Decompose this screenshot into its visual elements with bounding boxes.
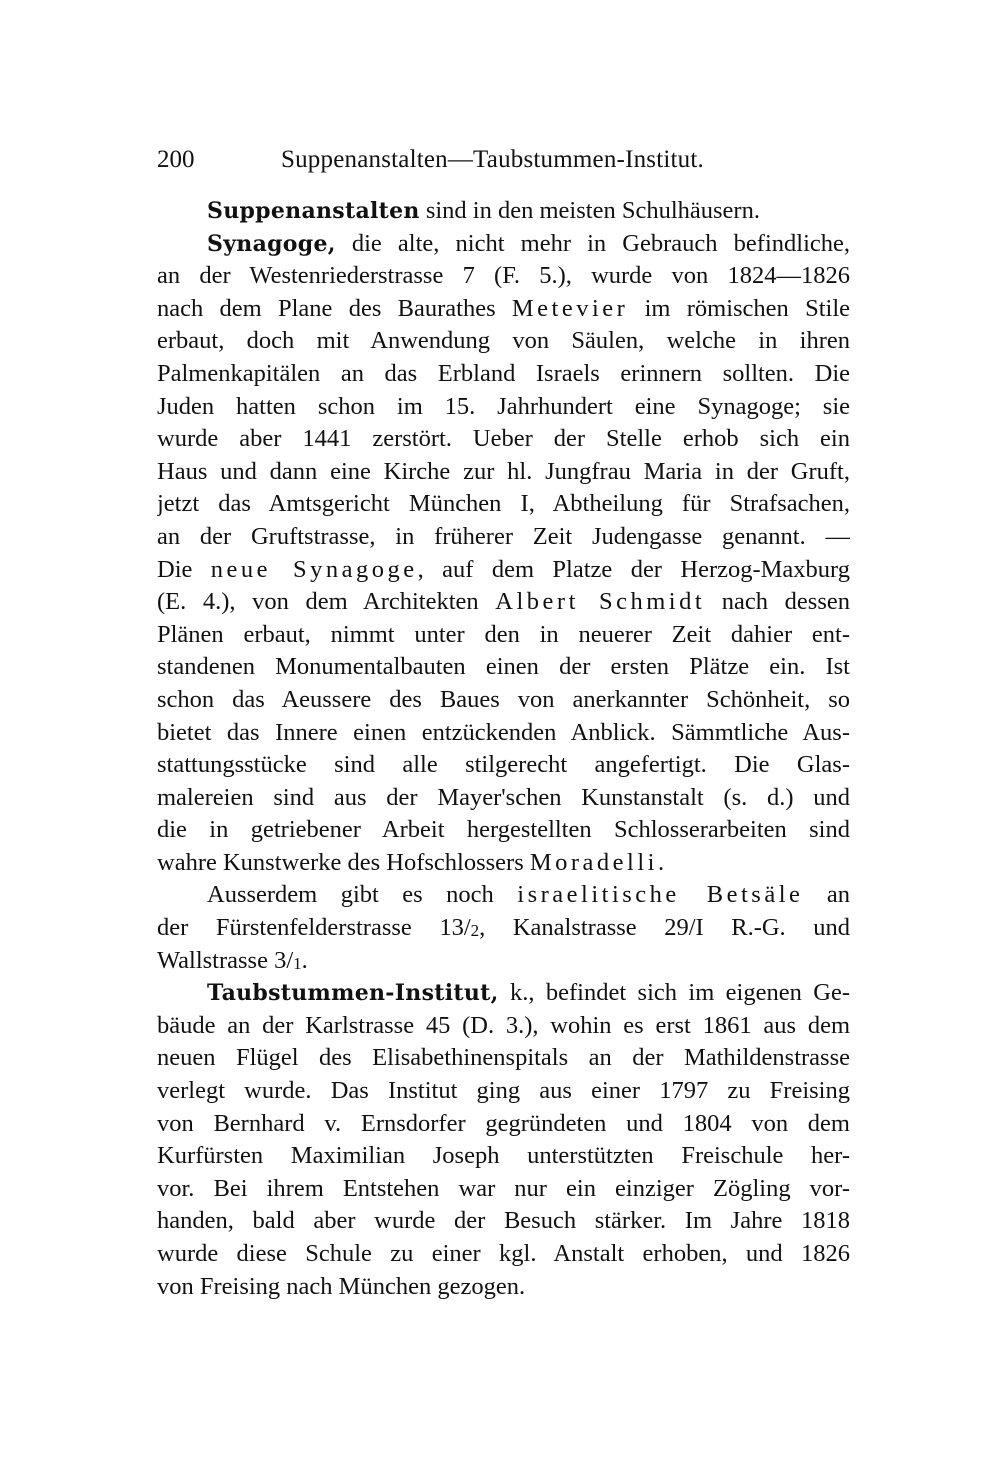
text-run: nach dem Plane des Baurathes [157, 294, 512, 322]
text-line: die in getriebener Arbeit hergestellten Schlosserarbeiten sind [157, 816, 850, 844]
text-line: an der Westenriederstrasse 7 (F. 5.), wurde von 1824—1826 [157, 262, 850, 290]
spaced-term: israelitische Betsäle [517, 881, 804, 909]
text-run: an [803, 881, 850, 909]
text-line: verlegt wurde. Das Institut ging aus einer 1797 zu Freising [157, 1077, 850, 1105]
entry-heading: Suppenanstalten [207, 198, 420, 224]
text-line: standenen Monumentalbauten einen der ersten Plätze ein. Ist [157, 653, 850, 681]
text-line [157, 879, 850, 912]
text-line [157, 293, 850, 326]
text-run: der Fürstenfelderstrasse 13/ [157, 914, 471, 942]
entry-heading: Synagoge, [207, 230, 336, 257]
text-line: Palmenkapitälen an das Erbland Israels erinnern sollten. Die [157, 359, 850, 387]
text-line: bietet das Innere einen entzückenden Anblick. Sämmtliche Aus- [157, 718, 850, 746]
fraction-denominator: 1 [293, 953, 302, 973]
text-line: handen, bald aber wurde der Besuch stärker. Im Jahre 1818 [157, 1207, 850, 1235]
text-line: wurde diese Schule zu einer kgl. Anstalt erhoben, und 1826 [157, 1240, 850, 1267]
text-line: neuen Flügel des Elisabethinenspitals an der Mathildenstrasse [157, 1044, 850, 1072]
text-line [157, 586, 850, 619]
text-run: . [301, 946, 308, 974]
text-line [157, 847, 850, 880]
text-line: an der Gruftstrasse, in früherer Zeit Judengasse genannt. — [157, 522, 850, 550]
running-header [157, 142, 857, 178]
text-line: stattungsstücke sind alle stilgerecht angefertigt. Die Glas- [157, 751, 850, 779]
text-run: nach dessen [705, 588, 850, 616]
entry-synagoge-line [157, 228, 850, 261]
text-line [157, 554, 850, 587]
running-title: Suppenanstalten—Taubstummen-Institut. [281, 146, 704, 173]
text-run: sind in den meisten Schulhäusern. [419, 197, 760, 224]
text-line [157, 945, 850, 978]
text-line: bäude an der Karlstrasse 45 (D. 3.), wohin es erst 1861 aus dem [157, 1011, 850, 1039]
text-line [157, 912, 850, 945]
entry-taubstummen-line [157, 977, 850, 1010]
person-name: Albert Schmidt [495, 588, 706, 616]
text-run: k., befindet sich im eigenen Ge- [498, 979, 850, 1007]
text-run: im römischen Stile [628, 294, 850, 322]
fraction-denominator: 2 [470, 921, 480, 941]
text-run: . [657, 848, 665, 876]
text-run: , Kanalstrasse 29/I R.-G. und [479, 914, 850, 942]
text-line: von Bernhard v. Ernsdorfer gegründeten und 1804 von dem [157, 1109, 850, 1137]
entry-heading: Taubstummen-Institut, [207, 980, 499, 1007]
text-run: , auf dem Platze der Herzog-Maxburg [417, 555, 850, 583]
text-run: die alte, nicht mehr in Gebrauch befindliche, [335, 229, 850, 257]
person-name: Moradelli [529, 848, 658, 876]
page-body [157, 195, 850, 1303]
text-line: Kurfürsten Maximilian Joseph unterstützten Freischule her- [157, 1142, 850, 1170]
person-name: Metevier [511, 294, 629, 322]
text-line: Juden hatten schon im 15. Jahrhundert eine Synagoge; sie [157, 392, 850, 420]
text-line: schon das Aeussere des Baues von anerkannter Schönheit, so [157, 685, 850, 713]
text-run: wahre Kunstwerke des Hofschlossers [157, 848, 530, 876]
spaced-term: neue Synagoge [210, 555, 418, 583]
text-line: jetzt das Amtsgericht München I, Abtheilung für Strafsachen, [157, 490, 850, 518]
text-line: Haus und dann eine Kirche zur hl. Jungfrau Maria in der Gruft, [157, 457, 850, 485]
text-line: erbaut, doch mit Anwendung von Säulen, welche in ihren [157, 327, 850, 355]
text-run: Ausserdem gibt es noch [207, 881, 518, 909]
page-number: 200 [157, 146, 195, 173]
text-run: Wallstrasse 3/ [157, 946, 294, 974]
text-run: (E. 4.), von dem Architekten [157, 588, 496, 616]
text-line: von Freising nach München gezogen. [157, 1272, 526, 1300]
text-line: malereien sind aus der Mayer'schen Kunstanstalt (s. d.) und [157, 783, 850, 811]
text-line: wurde aber 1441 zerstört. Ueber der Stelle erhob sich ein [157, 425, 850, 453]
entry-suppenanstalten [157, 195, 850, 228]
text-run: Die [157, 555, 211, 583]
text-line: vor. Bei ihrem Entstehen war nur ein einziger Zögling vor- [157, 1174, 850, 1202]
text-line: Plänen erbaut, nimmt unter den in neuerer Zeit dahier ent- [157, 620, 850, 648]
